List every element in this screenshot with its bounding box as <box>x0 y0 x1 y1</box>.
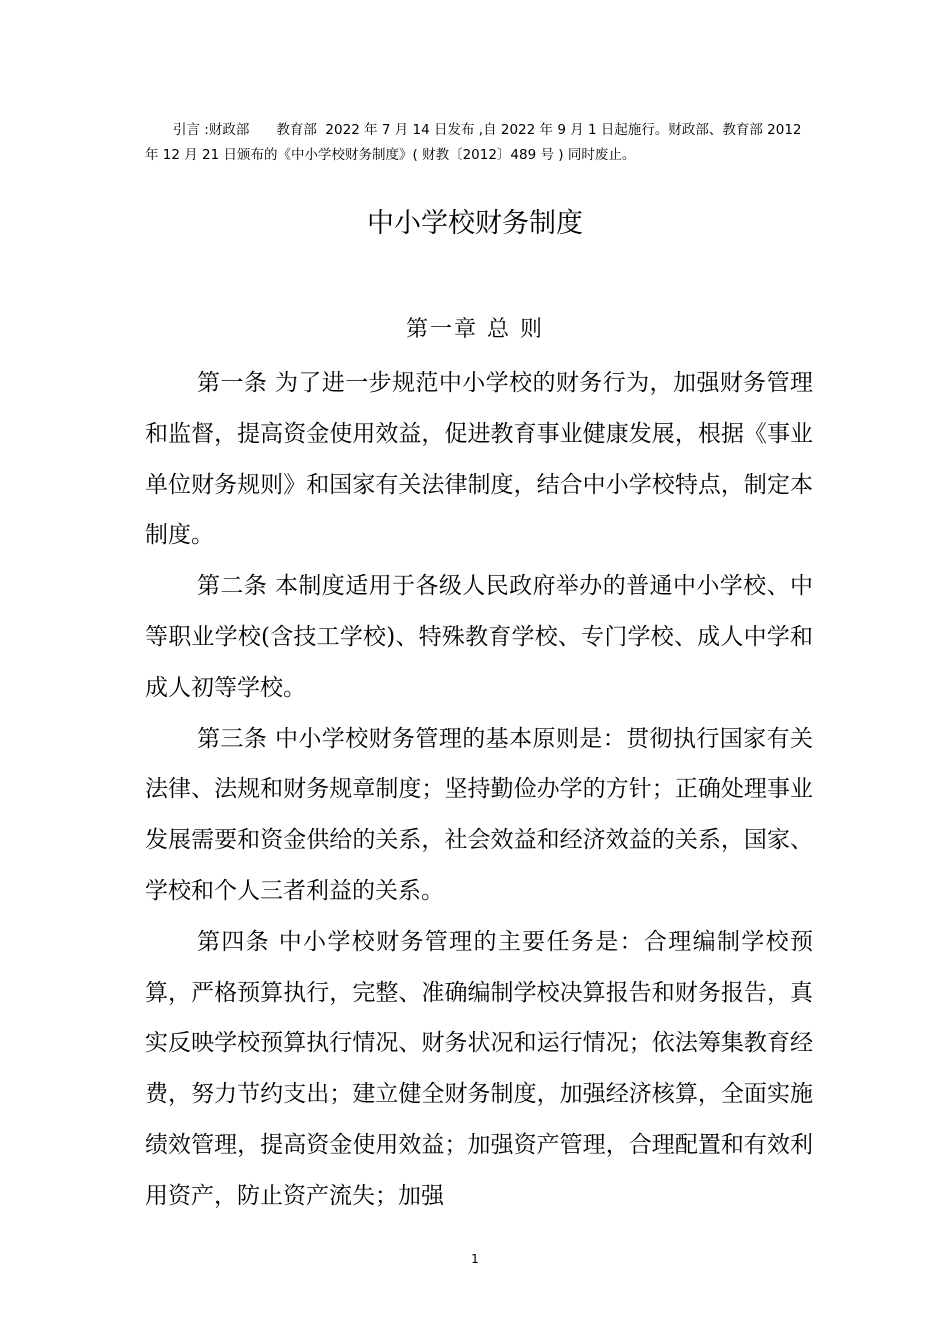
article-4: 第四条 中小学校财务管理的主要任务是：合理编制学校预算，严格预算执行，完整、准确编制学校决算报告和财务报告，真实反映学校预算执行情况、财务状况和运行情况；依法筹集教育经费，努力节约支出；建立健全财务制度，加强经济核算，全面实施绩效管理，提高资金使用效益；加强资产管理，合理配置和有效利用资产，防止资产流失；加强 <box>145 928 813 1209</box>
document-title: 中小学校财务制度 <box>367 208 583 239</box>
page-number: 1 <box>471 1252 479 1266</box>
chapter-heading: 第一章 总 则 <box>406 317 544 342</box>
article-1: 第一条 为了进一步规范中小学校的财务行为，加强财务管理和监督，提高资金使用效益，促进教育事业健康发展，根据《事业单位财务规则》和国家有关法律制度，结合中小学校特点，制定本制度。 <box>145 370 813 549</box>
intro-note: 引言 :财政部 教育部 2022 年 7 月 14 日发布 ,自 2022 年 9 月 1 日起施行。财政部、教育部 2012 年 12 月 21 日颁布的《中小学校财务制度》( 财教〔2012〕489 号 ) 同时废止。 <box>145 122 806 163</box>
article-2: 第二条 本制度适用于各级人民政府举办的普通中小学校、中等职业学校(含技工学校)、特殊教育学校、专门学校、成人中学和成人初等学校。 <box>145 573 813 701</box>
body-text <box>145 358 813 1222</box>
article-3: 第三条 中小学校财务管理的基本原则是：贯彻执行国家有关法律、法规和财务规章制度；坚持勤俭办学的方针；正确处理事业发展需要和资金供给的关系，社会效益和经济效益的关系，国家、学校和个人三者利益的关系。 <box>145 725 813 904</box>
